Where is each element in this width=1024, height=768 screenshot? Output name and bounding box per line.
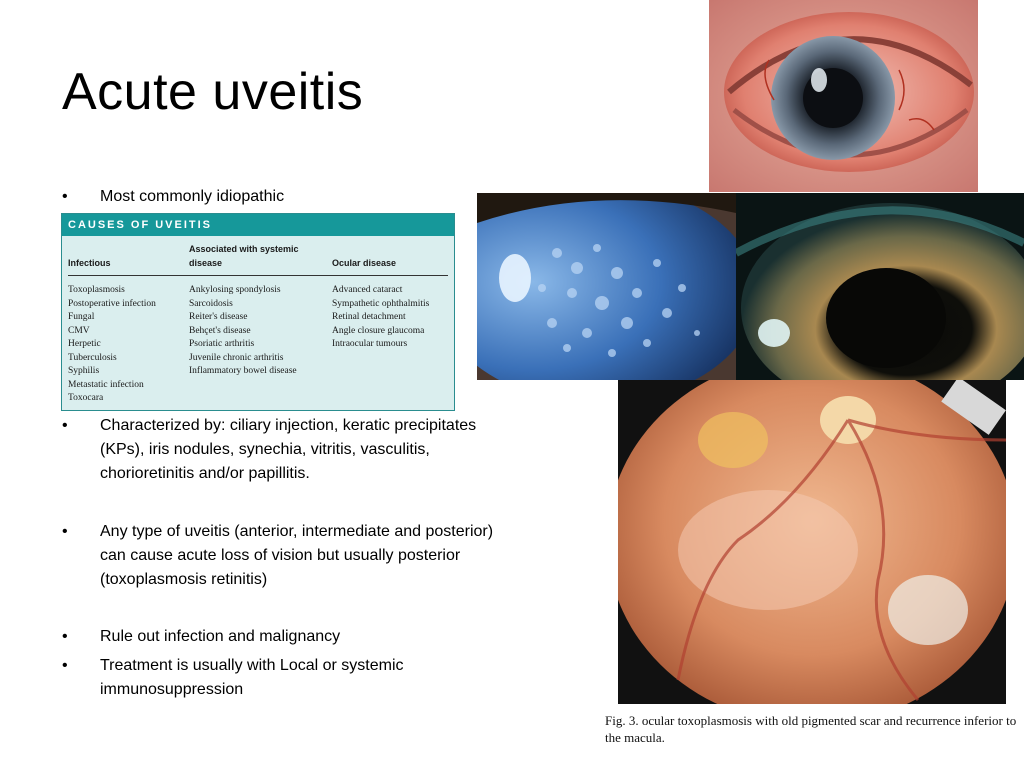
table-cell: CMV xyxy=(68,325,90,336)
table-column-systemic xyxy=(189,242,329,379)
bullet-text: Most commonly idiopathic xyxy=(100,188,285,205)
causes-table xyxy=(61,213,455,411)
table-cell: Toxocara xyxy=(68,393,104,403)
iris-nodules-image xyxy=(736,193,1024,380)
bullet-dot: • xyxy=(62,188,68,205)
bullet-text: Treatment is usually with Local or systemic immunosuppression xyxy=(100,657,404,698)
table-cell: Behçet's disease xyxy=(189,325,251,336)
table-cell: Syphilis xyxy=(68,366,100,376)
table-cell: Ankylosing spondylosis xyxy=(189,285,281,295)
bullet-dot: • xyxy=(62,657,68,674)
fundus-image xyxy=(618,380,1006,704)
table-cell: Juvenile chronic arthritis xyxy=(189,352,284,363)
table-column-infectious xyxy=(68,242,188,406)
figure-caption: Fig. 3. ocular toxoplasmosis with old pigmented scar and recurrence inferior to the macula. xyxy=(605,713,1017,745)
table-cell: Postoperative infection xyxy=(68,298,156,309)
column-header: Infectious xyxy=(68,258,111,268)
bullet-text: Any type of uveitis (anterior, intermediate and posterior) can cause acute loss of vision but usually posterior (toxoplasmosis retinitis) xyxy=(100,523,494,588)
bullet-dot: • xyxy=(62,523,68,540)
table-cell: Herpetic xyxy=(68,339,101,349)
table-cell: Sympathetic ophthalmitis xyxy=(332,298,430,309)
red-eye-image xyxy=(709,0,978,192)
table-cell: Inflammatory bowel disease xyxy=(189,366,297,376)
table-cell: Metastatic infection xyxy=(68,379,144,390)
table-heading: CAUSES OF UVEITIS xyxy=(62,214,454,236)
table-cell: Reiter's disease xyxy=(189,312,248,322)
table-cell: Sarcoidosis xyxy=(189,298,233,309)
table-cell: Intraocular tumours xyxy=(332,339,408,349)
table-column-ocular xyxy=(332,242,450,352)
table-cell: Tuberculosis xyxy=(68,352,117,363)
column-header: Associated with systemic disease xyxy=(189,244,299,268)
table-cell: Advanced cataract xyxy=(332,285,403,295)
bullet-text: Rule out infection and malignancy xyxy=(100,628,341,645)
table-cell: Angle closure glaucoma xyxy=(332,325,425,336)
table-cell: Fungal xyxy=(68,312,95,322)
bullet-dot: • xyxy=(62,628,68,645)
table-cell: Psoriatic arthritis xyxy=(189,339,255,349)
bullet-text: Characterized by: ciliary injection, keratic precipitates (KPs), iris nodules, synechia, vitritis, vasculitis, chorioretinitis and/or papillitis. xyxy=(100,417,477,482)
column-header: Ocular disease xyxy=(332,258,397,268)
keratic-precipitates-image xyxy=(477,193,736,380)
slide-title: Acute uveitis xyxy=(62,63,364,121)
table-cell: Toxoplasmosis xyxy=(68,285,125,295)
table-cell: Retinal detachment xyxy=(332,312,406,322)
bullet-dot: • xyxy=(62,417,68,434)
